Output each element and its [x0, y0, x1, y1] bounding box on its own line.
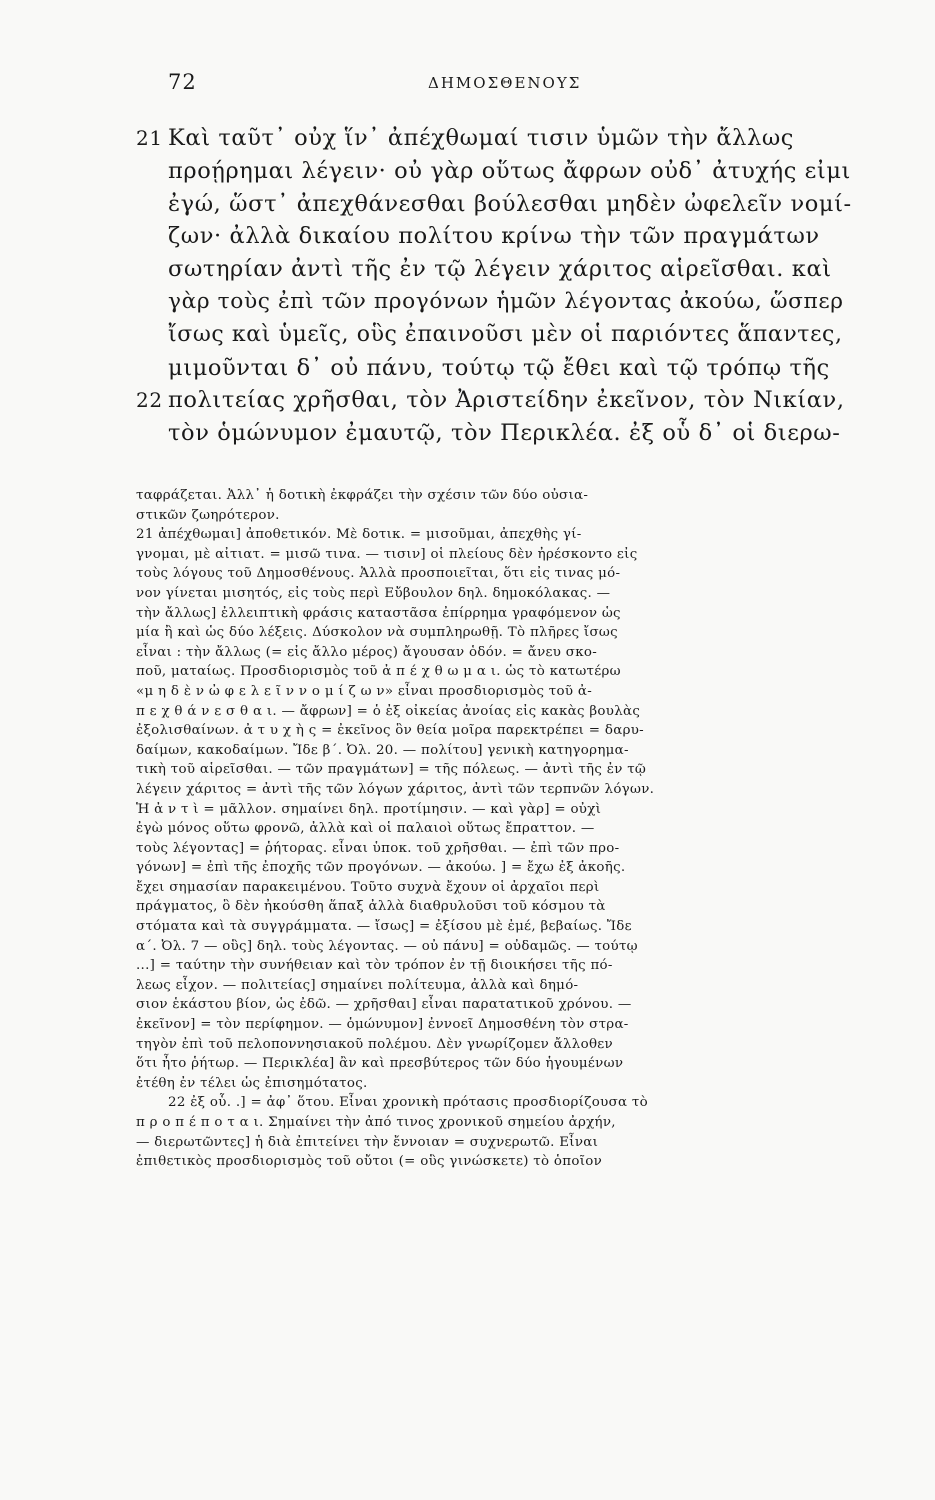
note-line: ἐξολισθαίνων. ἀ τ υ χ ὴ ς = ἐκεῖνος ὃν θεία μοῖρα παρεκτρέπει = δαρυ-	[136, 723, 645, 739]
note-line: στικῶν ζωηρότερον.	[136, 507, 280, 523]
main-text-line	[136, 352, 836, 385]
note-line: Ἡ ἀ ν τ ὶ = μᾶλλον. σημαίνει δηλ. προτίμησιν. — καὶ γὰρ] = οὐχὶ	[136, 801, 602, 817]
note-line: πράγματος, ὃ δὲν ἠκούσθη ἅπαξ ἀλλὰ διαθρυλοῦσι τοῦ κόσμου τὰ	[136, 899, 606, 915]
main-text-line	[136, 253, 836, 286]
note-line: π ε χ θ ά ν ε σ θ α ι. — ἄφρων] = ὁ ἐξ οἰκείας ἀνοίας εἰς κακὰς βουλὰς	[136, 703, 641, 719]
commentary-notes-block	[136, 486, 866, 1172]
note-line: ἐκεῖνον] = τὸν περίφημον. — ὁμώνυμον] ἐννοεῖ Δημοσθένη τὸν στρα-	[136, 1017, 629, 1033]
main-text-line	[136, 384, 845, 417]
main-text-content: σωτηρίαν ἀντὶ τῆς ἐν τῷ λέγειν χάριτος αἱρεῖσθαι. καὶ	[168, 256, 832, 283]
note-line: ποῦ, ματαίως. Προσδιορισμὸς τοῦ ἀ π έ χ θ ω μ α ι. ὡς τὸ κατωτέρω	[136, 664, 621, 680]
main-text-line	[136, 122, 836, 155]
section-number: 21	[136, 126, 163, 150]
note-line: ἔχει σημασίαν παρακειμένου. Τοῦτο συχνὰ ἔχουν οἱ ἀρχαῖοι περὶ	[136, 879, 600, 895]
note-line: — διερωτῶντες] ἡ διὰ ἐπιτείνει τὴν ἔννοιαν = συχνερωτῶ. Εἶναι	[136, 1134, 599, 1150]
page-header	[168, 70, 788, 100]
main-text-content: πολιτείας χρῆσθαι, τὸν Ἀριστείδην ἐκεῖνον, τὸν Νικίαν,	[168, 387, 845, 414]
note-line: ἐτέθη ἐν τέλει ὡς ἐπισημότατος.	[136, 1075, 368, 1091]
note-line: ἐγὼ μόνος οὕτω φρονῶ, ἀλλὰ καὶ οἱ παλαιοὶ οὕτως ἔπραττον. —	[136, 821, 595, 837]
note-line: λεως εἶχον. — πολιτείας] σημαίνει πολίτευμα, ἀλλὰ καὶ δημό-	[136, 977, 579, 993]
note-line: ὅτι ἦτο ῥήτωρ. — Περικλέα] ἂν καὶ πρεσβύτερος τῶν δύο ἡγουμένων	[136, 1056, 624, 1072]
note-line: τικὴ τοῦ αἱρεῖσθαι. — τῶν πραγμάτων] = τῆς πόλεως. — ἀντὶ τῆς ἐν τῷ	[136, 762, 647, 778]
main-text-content: γὰρ τοὺς ἐπὶ τῶν προγόνων ἡμῶν λέγοντας ἀκούω, ὥσπερ	[168, 288, 844, 314]
running-title: ΔΗΜΟΣΘΕΝΟΥΣ	[428, 74, 582, 92]
note-line: π ρ ο π έ π ο τ α ι. Σημαίνει τὴν ἀπό τινος χρονικοῦ σημείου ἀρχήν,	[136, 1115, 616, 1130]
note-line: νον γίνεται μισητός, εἰς τοὺς περὶ Εὔβουλον δηλ. δημοκόλακας. —	[136, 585, 611, 601]
page-number: 72	[168, 70, 197, 94]
main-text-content: μιμοῦνται δ᾽ οὐ πάνυ, τούτῳ τῷ ἔθει καὶ τῷ τρόπῳ τῆς	[168, 354, 830, 381]
main-text-line	[136, 286, 844, 319]
main-text-content: ἐγώ, ὥστ᾽ ἀπεχθάνεσθαι βούλεσθαι μηδὲν ὠφελεῖν νομί-	[168, 190, 852, 217]
note-line: σιον ἑκάστου βίον, ὡς ἐδῶ. — χρῆσθαι] εἶναι παρατατικοῦ χρόνου. —	[136, 997, 632, 1013]
main-text-content: τὸν ὁμώνυμον ἐμαυτῷ, τὸν Περικλέα. ἐξ οὗ δ᾽ οἱ διερω-	[168, 420, 841, 447]
note-line: στόματα καὶ τὰ συγγράμματα. — ἴσως] = ἐξίσου μὲ ἐμέ, βεβαίως. Ἴδε	[136, 919, 632, 935]
main-text-line	[136, 417, 841, 450]
note-line: ταφράζεται. Ἀλλ᾽ ἡ δοτικὴ ἐκφράζει τὴν σχέσιν τῶν δύο οὐσια-	[136, 488, 589, 503]
note-line: γόνων] = ἐπὶ τῆς ἐποχῆς τῶν προγόνων. — ἀκούω. ] = ἔχω ἐξ ἀκοῆς.	[136, 860, 626, 876]
main-text-line	[136, 155, 851, 188]
main-text-block	[136, 122, 852, 450]
main-text-content: ζων· ἀλλὰ δικαίου πολίτου κρίνω τὴν τῶν πραγμάτων	[168, 223, 820, 250]
note-line: α΄. Ὀλ. 7 — οὓς] δηλ. τοὺς λέγοντας. — οὐ πάνυ] = οὐδαμῶς. — τούτῳ	[136, 938, 638, 954]
section-number: 22	[136, 388, 163, 413]
main-text-content: προῄρημαι λέγειν· οὐ γὰρ οὕτως ἄφρων οὐδ᾽ ἀτυχής εἰμι	[168, 157, 851, 184]
note-line: 21 ἀπέχθωμαι] ἀποθετικόν. Μὲ δοτικ. = μισοῦμαι, ἀπεχθὴς γί-	[136, 527, 582, 543]
note-line: μία ἢ καὶ ὡς δύο λέξεις. Δύσκολον νὰ συμπληρωθῇ. Τὸ πλῆρες ἴσως	[136, 625, 618, 641]
note-line: τοὺς λόγους τοῦ Δημοσθένους. Ἀλλὰ προσποιεῖται, ὅτι εἰς τινας μό-	[136, 566, 621, 582]
note-line: τὴν ἄλλως] ἐλλειπτικὴ φράσις καταστᾶσα ἐπίρρημα γραφόμενον ὡς	[136, 605, 621, 621]
main-text-content: ἴσως καὶ ὑμεῖς, οὓς ἐπαινοῦσι μὲν οἱ παριόντες ἅπαντες,	[168, 321, 843, 347]
main-text-line	[136, 220, 836, 253]
note-line: τοὺς λέγοντας] = ῥήτορας. εἶναι ὑποκ. τοῦ χρῆσθαι. — ἐπὶ τῶν προ-	[136, 840, 620, 856]
note-line: τηγὸν ἐπὶ τοῦ πελοποννησιακοῦ πολέμου. Δὲν γνωρίζομεν ἄλλοθεν	[136, 1036, 613, 1052]
note-line: δαίμων, κακοδαίμων. Ἴδε β΄. Ὀλ. 20. — πολίτου] γενικὴ κατηγορημα-	[136, 742, 629, 758]
note-line: ...] = ταύτην τὴν συνήθειαν καὶ τὸν τρόπον ἐν τῇ διοικήσει τῆς πό-	[136, 958, 613, 974]
note-line: «μ η δ ὲ ν ὠ φ ε λ ε ῖ ν ν ο μ ί ζ ω ν» εἶναι προσδιορισμὸς τοῦ ἀ-	[136, 683, 593, 699]
main-text-line	[136, 188, 852, 221]
main-text-content: Καὶ ταῦτ᾽ οὐχ ἵν᾽ ἀπέχθωμαί τισιν ὑμῶν τὴν ἄλλως	[168, 125, 794, 151]
note-line: λέγειν χάριτος = ἀντὶ τῆς τῶν λόγων χάριτος, ἀντὶ τῶν τερπνῶν λόγων.	[136, 781, 655, 797]
note-line: 22 ἐξ οὗ. .] = ἀφ᾽ ὅτου. Εἶναι χρονικὴ πρότασις προσδιορίζουσα τὸ	[168, 1095, 648, 1111]
note-line: ἐπιθετικὸς προσδιορισμὸς τοῦ οὔτοι (= οὓς γινώσκετε) τὸ ὁποῖον	[136, 1154, 603, 1170]
main-text-line	[136, 319, 843, 352]
note-line: γνομαι, μὲ αἰτιατ. = μισῶ τινα. — τισιν] οἱ πλείους δὲν ἠρέσκοντο εἰς	[136, 546, 638, 562]
note-line: εἶναι : τὴν ἄλλως (= εἰς ἄλλο μέρος) ἄγουσαν ὁδόν. = ἄνευ σκο-	[136, 644, 598, 660]
